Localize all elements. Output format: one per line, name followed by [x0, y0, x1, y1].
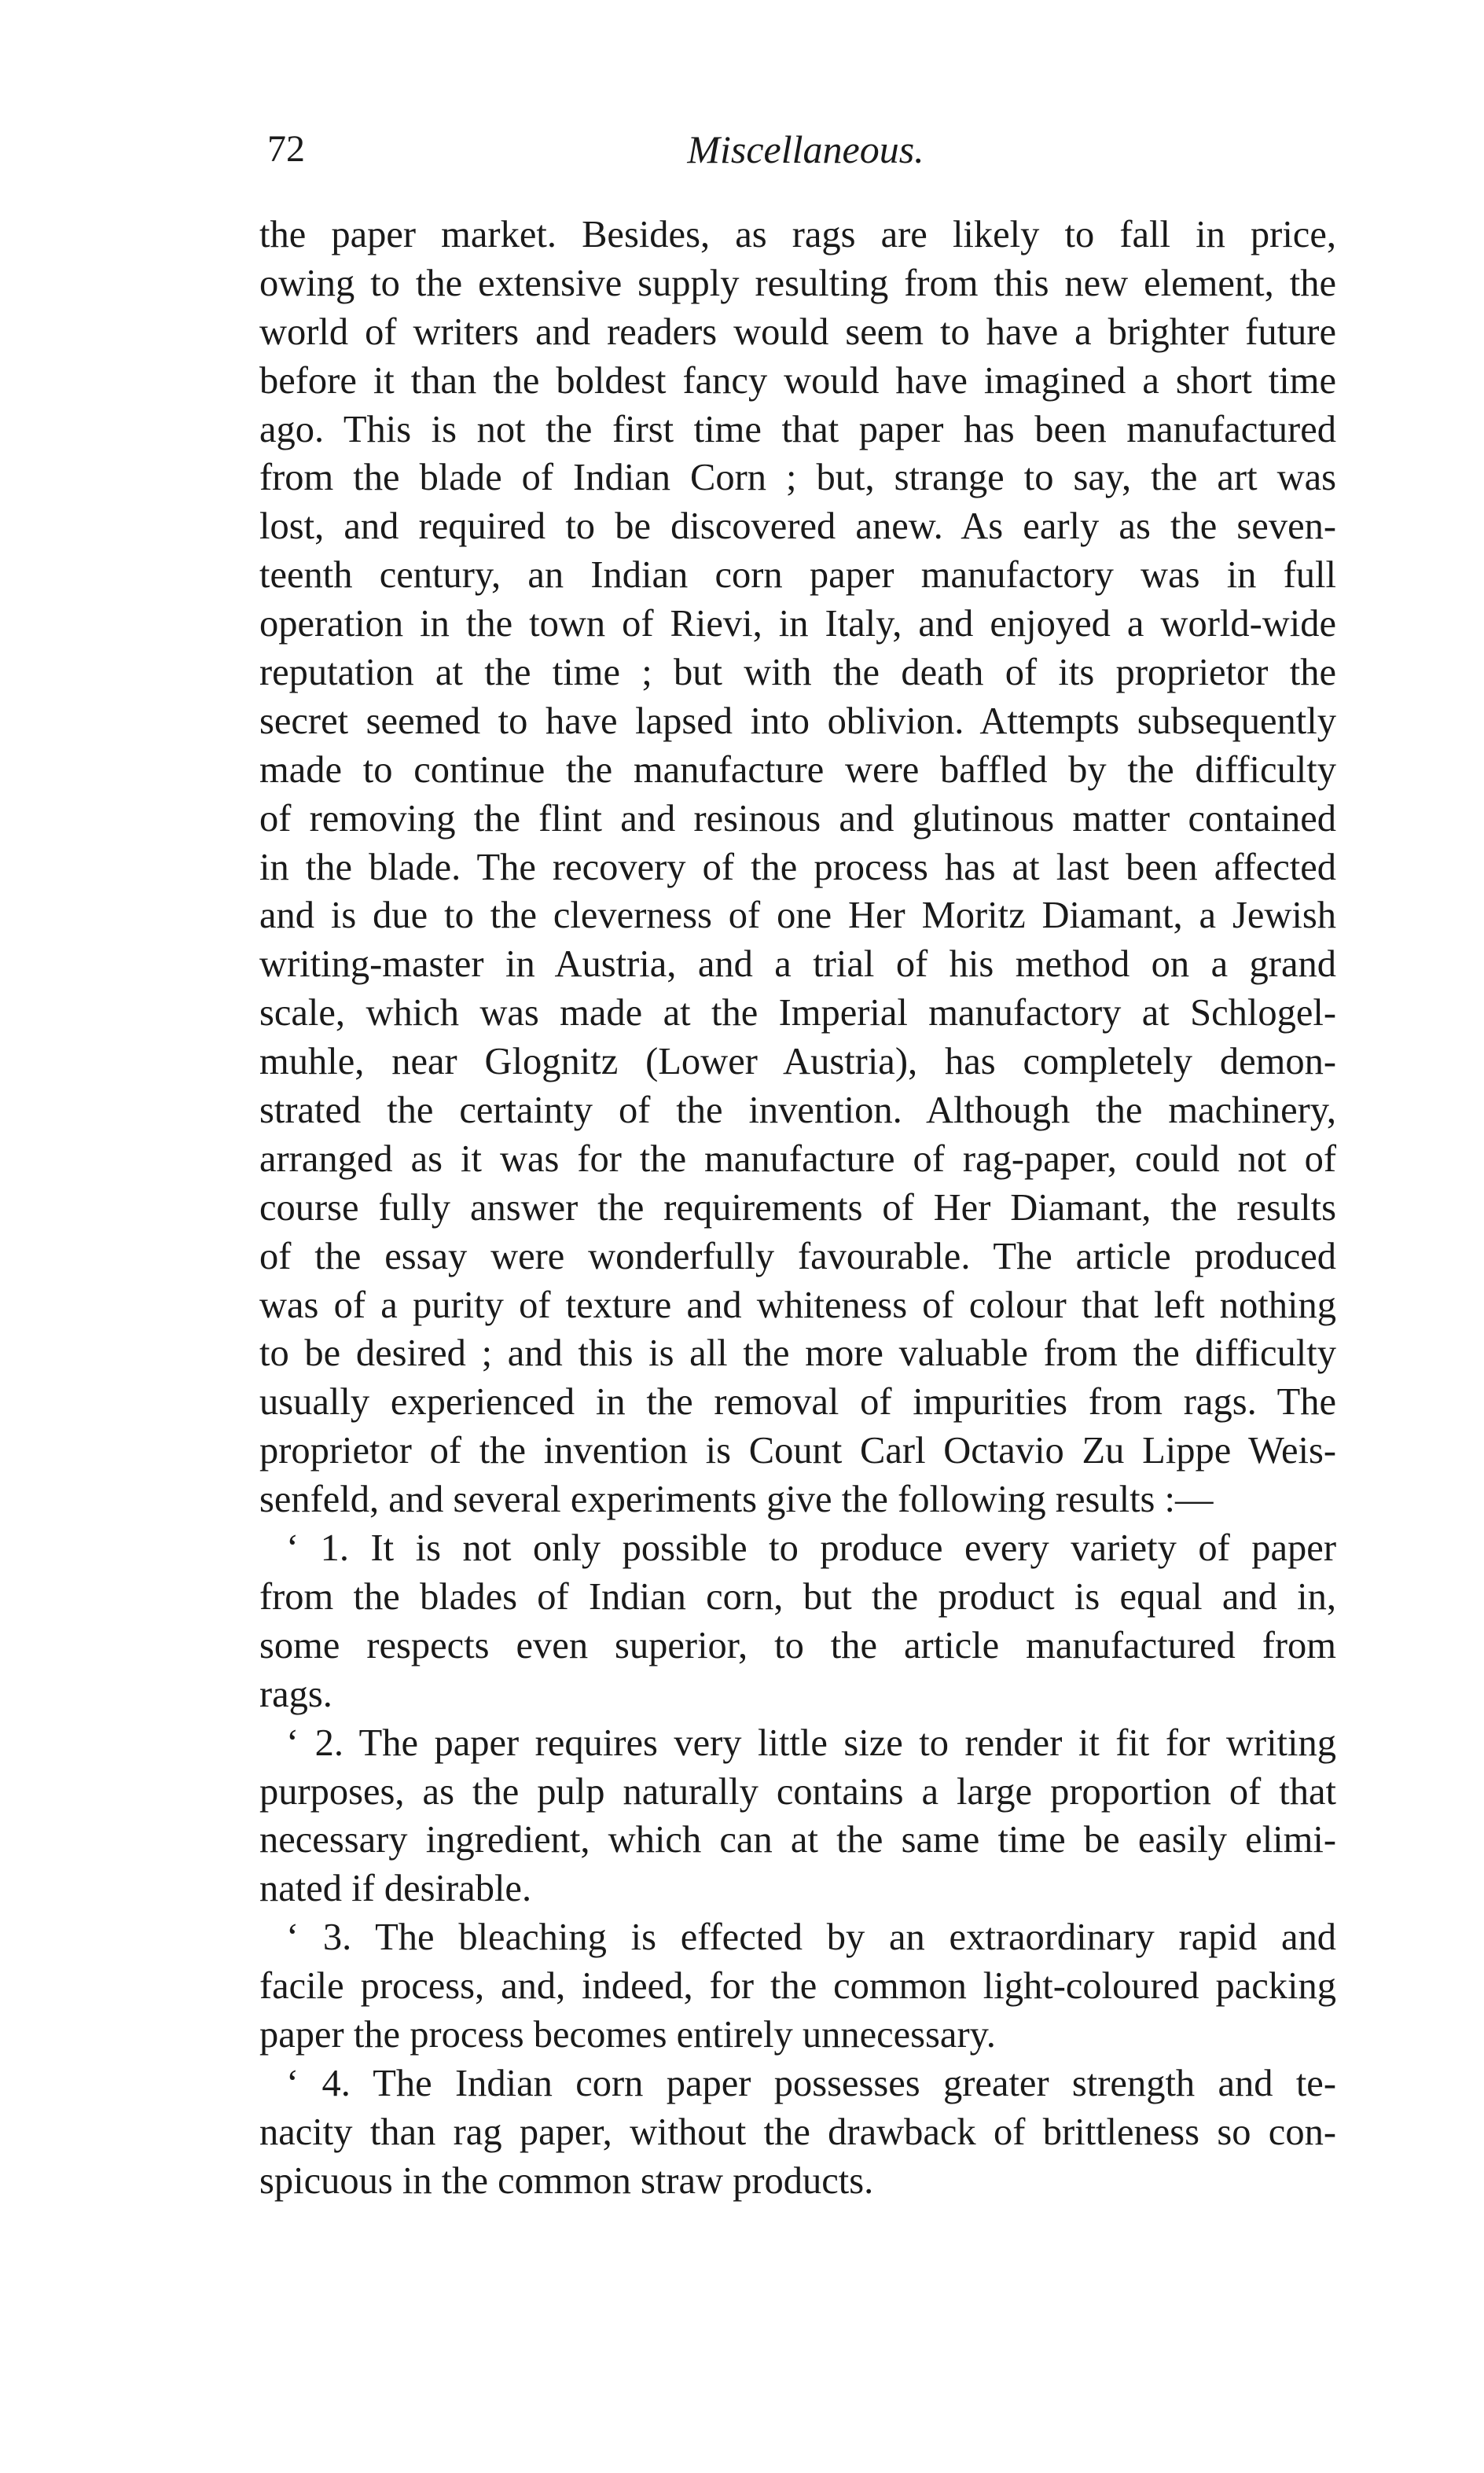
- text-line: teenth century, an Indian corn paper manufactory was in full: [259, 554, 1336, 597]
- text-line: spicuous in the common straw products.: [259, 2159, 874, 2202]
- text-line: to be desired ; and this is all the more valuable from the difficulty: [259, 1332, 1336, 1375]
- text-line: was of a purity of texture and whiteness of colour that left nothing: [259, 1284, 1336, 1326]
- body-text: [259, 211, 1336, 2206]
- text-line: rags.: [259, 1673, 332, 1715]
- text-line: from the blade of Indian Corn ; but, strange to say, the art was: [259, 457, 1336, 499]
- text-line: facile process, and, indeed, for the common light-coloured packing: [259, 1965, 1336, 2008]
- text-line: usually experienced in the removal of impurities from rags. The: [259, 1381, 1336, 1424]
- text-line: arranged as it was for the manufacture of rag-paper, could not of: [259, 1137, 1336, 1180]
- text-line: owing to the extensive supply resulting from this new element, the: [259, 262, 1336, 304]
- text-line: ago. This is not the first time that paper has been manufactured: [259, 408, 1336, 450]
- text-line: from the blades of Indian corn, but the product is equal and in,: [259, 1575, 1336, 1618]
- text-line: lost, and required to be discovered anew. As early as the seven-: [259, 505, 1336, 548]
- text-line: necessary ingredient, which can at the same time be easily elimi-: [259, 1819, 1336, 1861]
- text-line: course fully answer the requirements of Her Diamant, the results: [259, 1186, 1336, 1229]
- text-line: of the essay were wonderfully favourable. The article produced: [259, 1235, 1336, 1277]
- text-line: some respects even superior, to the article manufactured from: [259, 1624, 1336, 1666]
- text-line: writing-master in Austria, and a trial of his method on a grand: [259, 943, 1336, 986]
- text-line: scale, which was made at the Imperial manufactory at Schlogel-: [259, 992, 1336, 1034]
- text-line: of removing the flint and resinous and glutinous matter contained: [259, 797, 1336, 840]
- text-line: paper the process becomes entirely unnecessary.: [259, 2013, 996, 2056]
- running-head: Miscellaneous.: [687, 127, 924, 171]
- text-line: and is due to the cleverness of one Her Moritz Diamant, a Jewish: [259, 895, 1336, 937]
- text-line: ‘ 1. It is not only possible to produce every variety of paper: [286, 1527, 1336, 1570]
- text-line: in the blade. The recovery of the process has at last been affected: [259, 846, 1336, 888]
- text-line: senfeld, and several experiments give the following results :—: [259, 1479, 1214, 1521]
- text-line: purposes, as the pulp naturally contains a large proportion of that: [259, 1770, 1336, 1813]
- text-line: made to continue the manufacture were baffled by the difficulty: [259, 748, 1336, 791]
- text-line: ‘ 3. The bleaching is effected by an extraordinary rapid and: [286, 1916, 1336, 1959]
- text-line: operation in the town of Rievi, in Italy, and enjoyed a world-wide: [259, 603, 1336, 645]
- text-line: reputation at the time ; but with the death of its proprietor the: [259, 652, 1336, 694]
- text-line: strated the certainty of the invention. Although the machinery,: [259, 1090, 1336, 1132]
- text-line: proprietor of the invention is Count Carl Octavio Zu Lippe Weis-: [259, 1430, 1336, 1472]
- text-line: world of writers and readers would seem to have a brighter future: [259, 311, 1336, 353]
- text-line: before it than the boldest fancy would have imagined a short time: [259, 359, 1336, 402]
- page-number: 72: [267, 128, 305, 170]
- text-line: muhle, near Glognitz (Lower Austria), has completely demon-: [259, 1041, 1336, 1083]
- text-line: secret seemed to have lapsed into oblivion. Attempts subsequently: [259, 700, 1336, 742]
- text-line: the paper market. Besides, as rags are likely to fall in price,: [259, 214, 1336, 255]
- page-header: [259, 126, 1336, 181]
- text-line: nacity than rag paper, without the drawback of brittleness so con-: [259, 2111, 1336, 2153]
- text-line: nated if desirable.: [259, 1868, 532, 1910]
- text-line: ‘ 4. The Indian corn paper possesses greater strength and te-: [286, 2062, 1336, 2104]
- text-line: ‘ 2. The paper requires very little size to render it fit for writing: [286, 1722, 1336, 1764]
